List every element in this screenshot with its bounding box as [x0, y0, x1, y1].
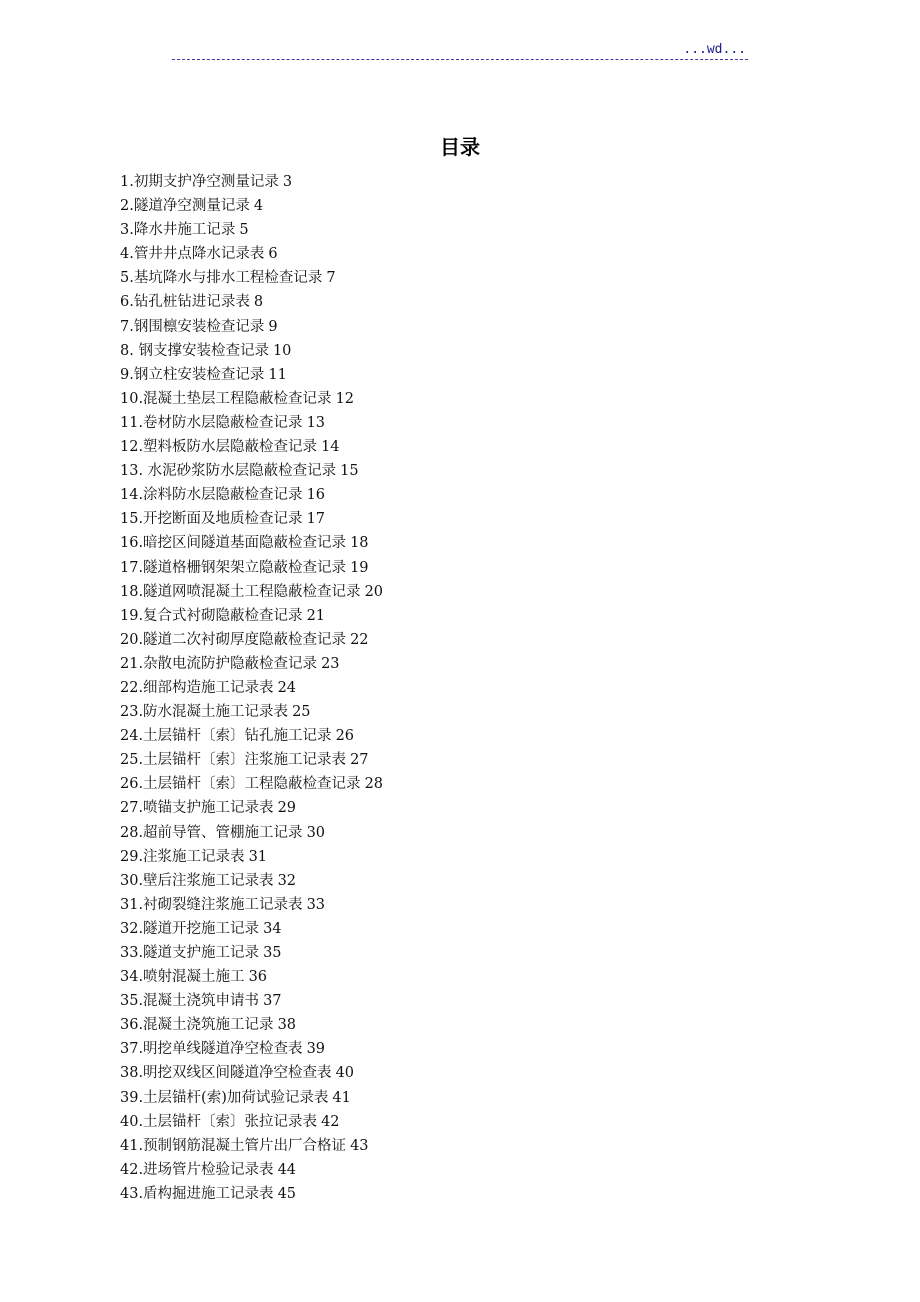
toc-entry-page-number: 22	[350, 631, 369, 648]
toc-entry-title: 39.土层锚杆(索)加荷试验记录表	[120, 1089, 329, 1106]
toc-entry-page-number: 19	[350, 559, 369, 576]
toc-entry[interactable]	[120, 363, 820, 387]
toc-entry-page-number: 29	[277, 800, 297, 817]
toc-entry-page-number: 32	[277, 872, 297, 889]
toc-entry[interactable]	[120, 580, 820, 604]
toc-entry-page-number: 26	[335, 728, 355, 745]
toc-entry-title: 17.隧道格栅钢架架立隐蔽检查记录	[120, 559, 347, 576]
toc-entry-title: 25.土层锚杆〔索〕注浆施工记录表	[120, 752, 347, 769]
toc-entry-page-number: 44	[277, 1161, 297, 1178]
toc-entry[interactable]	[120, 772, 820, 796]
toc-entry-page-number: 43	[350, 1137, 369, 1154]
toc-entry-page-number: 21	[306, 607, 326, 624]
toc-entry-page-number: 38	[277, 1017, 297, 1034]
toc-entry[interactable]	[120, 821, 820, 845]
toc-entry-title: 3.降水井施工记录	[120, 222, 236, 239]
toc-entry-title: 23.防水混凝土施工记录表	[120, 704, 289, 721]
toc-entry-page-number: 42	[321, 1113, 340, 1130]
toc-entry[interactable]	[120, 435, 820, 459]
toc-entry-title: 43.盾构掘进施工记录表	[120, 1185, 274, 1202]
toc-entry[interactable]	[120, 194, 820, 218]
toc-entry[interactable]	[120, 917, 820, 941]
toc-entry-title: 9.钢立柱安装检查记录	[120, 366, 265, 383]
toc-entry-page-number: 37	[263, 993, 282, 1010]
toc-entry-page-number: 45	[277, 1185, 297, 1202]
toc-entry-title: 11.卷材防水层隐蔽检查记录	[120, 414, 303, 431]
toc-entry[interactable]	[120, 724, 820, 748]
toc-entry-title: 37.明挖单线隧道净空检查表	[120, 1041, 303, 1058]
toc-entry-page-number: 6	[268, 246, 278, 263]
toc-entry-title: 16.暗挖区间隧道基面隐蔽检查记录	[120, 535, 347, 552]
toc-entry-page-number: 17	[306, 511, 326, 528]
toc-entry-title: 38.明挖双线区间隧道净空检查表	[120, 1065, 332, 1082]
toc-entry[interactable]	[120, 1182, 820, 1206]
toc-entry[interactable]	[120, 507, 820, 531]
toc-entry[interactable]	[120, 1086, 820, 1110]
toc-entry[interactable]	[120, 796, 820, 820]
toc-entry[interactable]	[120, 941, 820, 965]
toc-entry-title: 32.隧道开挖施工记录	[120, 920, 260, 937]
toc-entry-title: 10.混凝土垫层工程隐蔽检查记录	[120, 390, 332, 407]
toc-entry-title: 40.土层锚杆〔索〕张拉记录表	[120, 1113, 318, 1130]
toc-entry-title: 29.注浆施工记录表	[120, 848, 245, 865]
toc-entry[interactable]	[120, 1061, 820, 1085]
toc-title: 目录	[440, 135, 480, 159]
toc-entry-page-number: 41	[332, 1089, 351, 1106]
toc-entry-page-number: 23	[321, 655, 340, 672]
toc-entry[interactable]	[120, 290, 820, 314]
toc-entry-page-number: 20	[364, 583, 384, 600]
toc-entry-title: 8. 钢支撑安装检查记录	[120, 342, 269, 359]
toc-entry-title: 6.钻孔桩钻进记录表	[120, 294, 250, 311]
toc-entry[interactable]	[120, 242, 820, 266]
toc-entry[interactable]	[120, 676, 820, 700]
toc-entry-title: 42.进场管片检验记录表	[120, 1161, 274, 1178]
toc-entry-title: 35.混凝土浇筑申请书	[120, 993, 260, 1010]
toc-entry-page-number: 39	[306, 1041, 326, 1058]
toc-entry[interactable]	[120, 1110, 820, 1134]
toc-entry-title: 15.开挖断面及地质检查记录	[120, 511, 303, 528]
toc-entry-page-number: 28	[364, 776, 384, 793]
toc-entry-page-number: 31	[248, 848, 268, 865]
toc-entry-title: 4.管井井点降水记录表	[120, 246, 265, 263]
toc-entry-page-number: 36	[248, 969, 268, 986]
toc-entry[interactable]	[120, 531, 820, 555]
toc-entry[interactable]	[120, 483, 820, 507]
toc-entry[interactable]	[120, 218, 820, 242]
toc-entry[interactable]	[120, 315, 820, 339]
toc-entry[interactable]	[120, 893, 820, 917]
toc-entry-page-number: 30	[306, 824, 326, 841]
toc-entry[interactable]	[120, 266, 820, 290]
toc-entry-page-number: 5	[239, 222, 249, 239]
toc-entry-title: 41.预制钢筋混凝土管片出厂合格证	[120, 1137, 347, 1154]
toc-entry-title: 28.超前导管、管棚施工记录	[120, 824, 303, 841]
toc-entry[interactable]	[120, 459, 820, 483]
toc-entry-title: 21.杂散电流防护隐蔽检查记录	[120, 655, 318, 672]
toc-entry-page-number: 10	[272, 342, 292, 359]
toc-entry-page-number: 11	[268, 366, 287, 383]
toc-entry-title: 2.隧道净空测量记录	[120, 198, 250, 215]
toc-entry-page-number: 4	[253, 198, 264, 215]
toc-entry[interactable]	[120, 1013, 820, 1037]
toc-entry[interactable]	[120, 869, 820, 893]
toc-entry-title: 12.塑料板防水层隐蔽检查记录	[120, 439, 318, 456]
toc-entry-page-number: 7	[326, 270, 336, 287]
toc-entry-title: 18.隧道网喷混凝土工程隐蔽检查记录	[120, 583, 361, 600]
toc-entry[interactable]	[120, 604, 820, 628]
toc-entry[interactable]	[120, 339, 820, 363]
toc-entry[interactable]	[120, 845, 820, 869]
toc-entry[interactable]	[120, 748, 820, 772]
toc-entry-title: 1.初期支护净空测量记录	[120, 174, 279, 190]
toc-entry-page-number: 27	[350, 752, 369, 769]
toc-entry-page-number: 3	[282, 174, 293, 190]
toc-entry-page-number: 14	[321, 439, 340, 456]
toc-entry[interactable]	[120, 652, 820, 676]
toc-entry-title: 5.基坑降水与排水工程检查记录	[120, 270, 323, 287]
toc-entry[interactable]	[120, 556, 820, 580]
page-header	[172, 40, 748, 62]
toc-entry-title: 30.壁后注浆施工记录表	[120, 872, 274, 889]
toc-entry-page-number: 35	[263, 945, 282, 961]
toc-entry-page-number: 12	[335, 390, 355, 407]
toc-entry-title: 7.钢围檩安装检查记录	[120, 318, 265, 335]
toc-entry[interactable]	[120, 170, 820, 194]
toc-entry-page-number: 40	[335, 1065, 355, 1082]
toc-entry-page-number: 33	[306, 896, 326, 913]
toc-entry-title: 24.土层锚杆〔索〕钻孔施工记录	[120, 728, 332, 745]
toc-entry-title: 14.涂料防水层隐蔽检查记录	[120, 487, 303, 504]
toc-entry[interactable]	[120, 1158, 820, 1182]
toc-entry-title: 20.隧道二次衬砌厚度隐蔽检查记录	[120, 631, 347, 648]
toc-entry[interactable]	[120, 1134, 820, 1158]
toc-list	[120, 170, 820, 1206]
toc-entry[interactable]	[120, 411, 820, 435]
header-mark: ...wd...	[683, 42, 746, 57]
toc-entry[interactable]	[120, 965, 820, 989]
toc-entry-page-number: 16	[306, 487, 326, 504]
toc-entry-title: 19.复合式衬砌隐蔽检查记录	[120, 607, 303, 624]
toc-entry[interactable]	[120, 1037, 820, 1061]
toc-entry-page-number: 34	[263, 920, 282, 937]
toc-entry[interactable]	[120, 989, 820, 1013]
toc-entry-title: 34.喷射混凝土施工	[120, 969, 245, 986]
toc-entry[interactable]	[120, 387, 820, 411]
toc-entry-page-number: 25	[292, 704, 311, 721]
toc-entry-title: 36.混凝土浇筑施工记录	[120, 1017, 274, 1034]
toc-entry-title: 31.衬砌裂缝注浆施工记录表	[120, 896, 303, 913]
toc-entry-page-number: 9	[268, 318, 278, 335]
toc-entry-page-number: 13	[306, 414, 326, 431]
toc-entry-page-number: 8	[253, 294, 264, 311]
toc-entry-page-number: 15	[340, 463, 359, 480]
toc-entry-page-number: 18	[350, 535, 369, 552]
header-dashed-rule	[172, 59, 748, 60]
toc-entry-title: 27.喷锚支护施工记录表	[120, 800, 274, 817]
toc-entry-title: 22.细部构造施工记录表	[120, 679, 274, 696]
toc-entry[interactable]	[120, 628, 820, 652]
toc-entry-page-number: 24	[277, 679, 297, 696]
toc-entry-title: 33.隧道支护施工记录	[120, 945, 260, 961]
toc-entry[interactable]	[120, 700, 820, 724]
toc-entry-title: 13. 水泥砂浆防水层隐蔽检查记录	[120, 463, 337, 480]
toc-entry-title: 26.土层锚杆〔索〕工程隐蔽检查记录	[120, 776, 361, 793]
